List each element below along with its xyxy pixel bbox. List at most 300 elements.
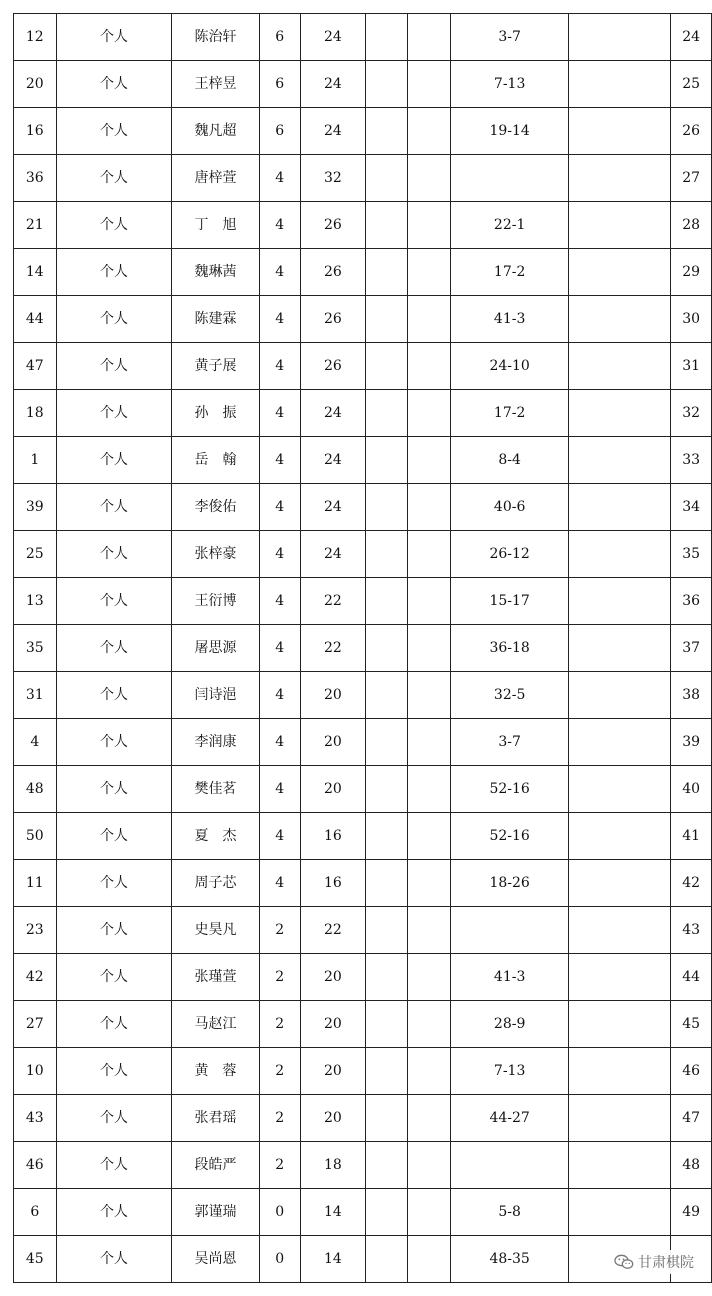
cell-points: 4 bbox=[259, 484, 300, 531]
cell-points: 0 bbox=[259, 1189, 300, 1236]
cell-points: 2 bbox=[259, 1095, 300, 1142]
cell-blank-7 bbox=[408, 578, 451, 625]
cell-blank-7 bbox=[408, 907, 451, 954]
watermark bbox=[612, 1250, 698, 1274]
cell-blank-7 bbox=[408, 860, 451, 907]
cell-pair: 17-2 bbox=[450, 249, 568, 296]
cell-type: 个人 bbox=[56, 907, 172, 954]
cell-points: 6 bbox=[259, 14, 300, 61]
cell-score: 22 bbox=[300, 625, 365, 672]
cell-rank: 36 bbox=[671, 578, 712, 625]
cell-rank: 38 bbox=[671, 672, 712, 719]
cell-name: 段皓严 bbox=[172, 1142, 259, 1189]
cell-name: 唐梓萱 bbox=[172, 155, 259, 202]
cell-name: 魏凡超 bbox=[172, 108, 259, 155]
cell-blank-7 bbox=[408, 954, 451, 1001]
wechat-official-account-icon bbox=[614, 1254, 634, 1270]
cell-blank-6 bbox=[365, 625, 408, 672]
cell-blank-6 bbox=[365, 1189, 408, 1236]
cell-number: 16 bbox=[14, 108, 57, 155]
cell-blank-7 bbox=[408, 1001, 451, 1048]
table-row bbox=[14, 155, 712, 202]
cell-name: 张君瑶 bbox=[172, 1095, 259, 1142]
cell-points: 4 bbox=[259, 390, 300, 437]
cell-number: 39 bbox=[14, 484, 57, 531]
cell-blank-6 bbox=[365, 954, 408, 1001]
table-row bbox=[14, 390, 712, 437]
cell-name: 李俊佑 bbox=[172, 484, 259, 531]
cell-type: 个人 bbox=[56, 766, 172, 813]
cell-score: 32 bbox=[300, 155, 365, 202]
table-row bbox=[14, 484, 712, 531]
cell-type: 个人 bbox=[56, 484, 172, 531]
cell-score: 14 bbox=[300, 1189, 365, 1236]
cell-pair: 15-17 bbox=[450, 578, 568, 625]
cell-blank-9 bbox=[569, 907, 671, 954]
table-row bbox=[14, 860, 712, 907]
cell-score: 24 bbox=[300, 14, 365, 61]
cell-type: 个人 bbox=[56, 578, 172, 625]
cell-blank-7 bbox=[408, 766, 451, 813]
cell-blank-7 bbox=[408, 343, 451, 390]
cell-blank-9 bbox=[569, 484, 671, 531]
cell-points: 4 bbox=[259, 578, 300, 625]
table-row bbox=[14, 672, 712, 719]
table-row bbox=[14, 1236, 712, 1283]
cell-type: 个人 bbox=[56, 155, 172, 202]
cell-number: 20 bbox=[14, 61, 57, 108]
cell-rank: 48 bbox=[671, 1142, 712, 1189]
cell-type: 个人 bbox=[56, 1001, 172, 1048]
cell-type: 个人 bbox=[56, 625, 172, 672]
table-row bbox=[14, 108, 712, 155]
table-row bbox=[14, 14, 712, 61]
cell-name: 屠思源 bbox=[172, 625, 259, 672]
cell-pair: 40-6 bbox=[450, 484, 568, 531]
cell-number: 11 bbox=[14, 860, 57, 907]
table-row bbox=[14, 1142, 712, 1189]
table-body bbox=[14, 14, 712, 1283]
cell-number: 44 bbox=[14, 296, 57, 343]
cell-number: 12 bbox=[14, 14, 57, 61]
cell-rank: 24 bbox=[671, 14, 712, 61]
cell-blank-7 bbox=[408, 1095, 451, 1142]
cell-points: 2 bbox=[259, 1142, 300, 1189]
cell-blank-9 bbox=[569, 719, 671, 766]
cell-points: 2 bbox=[259, 1001, 300, 1048]
cell-type: 个人 bbox=[56, 954, 172, 1001]
cell-blank-6 bbox=[365, 1142, 408, 1189]
cell-type: 个人 bbox=[56, 531, 172, 578]
cell-blank-9 bbox=[569, 155, 671, 202]
cell-blank-7 bbox=[408, 1048, 451, 1095]
cell-blank-6 bbox=[365, 907, 408, 954]
cell-score: 26 bbox=[300, 249, 365, 296]
cell-blank-9 bbox=[569, 1142, 671, 1189]
cell-blank-9 bbox=[569, 954, 671, 1001]
cell-name: 闫诗浥 bbox=[172, 672, 259, 719]
cell-rank: 33 bbox=[671, 437, 712, 484]
cell-type: 个人 bbox=[56, 1236, 172, 1283]
cell-blank-7 bbox=[408, 813, 451, 860]
cell-score: 16 bbox=[300, 860, 365, 907]
cell-score: 20 bbox=[300, 1095, 365, 1142]
cell-pair: 7-13 bbox=[450, 61, 568, 108]
cell-rank: 34 bbox=[671, 484, 712, 531]
cell-points: 4 bbox=[259, 531, 300, 578]
cell-number: 35 bbox=[14, 625, 57, 672]
cell-blank-6 bbox=[365, 202, 408, 249]
cell-type: 个人 bbox=[56, 343, 172, 390]
cell-name: 郭谨瑞 bbox=[172, 1189, 259, 1236]
cell-rank: 49 bbox=[671, 1189, 712, 1236]
cell-blank-9 bbox=[569, 1001, 671, 1048]
table-row bbox=[14, 954, 712, 1001]
cell-pair: 32-5 bbox=[450, 672, 568, 719]
cell-rank: 46 bbox=[671, 1048, 712, 1095]
cell-number: 14 bbox=[14, 249, 57, 296]
cell-points: 4 bbox=[259, 672, 300, 719]
table-row bbox=[14, 719, 712, 766]
cell-points: 4 bbox=[259, 813, 300, 860]
cell-name: 陈治轩 bbox=[172, 14, 259, 61]
cell-name: 马赵江 bbox=[172, 1001, 259, 1048]
cell-pair: 36-18 bbox=[450, 625, 568, 672]
cell-blank-7 bbox=[408, 249, 451, 296]
cell-blank-6 bbox=[365, 672, 408, 719]
cell-type: 个人 bbox=[56, 672, 172, 719]
cell-pair: 19-14 bbox=[450, 108, 568, 155]
cell-rank: 39 bbox=[671, 719, 712, 766]
cell-pair: 5-8 bbox=[450, 1189, 568, 1236]
cell-points: 4 bbox=[259, 202, 300, 249]
cell-blank-9 bbox=[569, 766, 671, 813]
cell-points: 6 bbox=[259, 61, 300, 108]
cell-blank-6 bbox=[365, 14, 408, 61]
cell-score: 26 bbox=[300, 202, 365, 249]
cell-rank: 47 bbox=[671, 1095, 712, 1142]
table-row bbox=[14, 437, 712, 484]
cell-blank-9 bbox=[569, 390, 671, 437]
cell-number: 47 bbox=[14, 343, 57, 390]
cell-points: 6 bbox=[259, 108, 300, 155]
table-row bbox=[14, 1189, 712, 1236]
cell-rank: 29 bbox=[671, 249, 712, 296]
cell-name: 吴尚恩 bbox=[172, 1236, 259, 1283]
cell-pair: 28-9 bbox=[450, 1001, 568, 1048]
cell-number: 50 bbox=[14, 813, 57, 860]
table-row bbox=[14, 1001, 712, 1048]
table-row bbox=[14, 1048, 712, 1095]
cell-type: 个人 bbox=[56, 296, 172, 343]
cell-blank-6 bbox=[365, 155, 408, 202]
cell-score: 20 bbox=[300, 766, 365, 813]
cell-blank-9 bbox=[569, 860, 671, 907]
cell-type: 个人 bbox=[56, 1189, 172, 1236]
cell-blank-6 bbox=[365, 1001, 408, 1048]
cell-number: 36 bbox=[14, 155, 57, 202]
cell-pair: 44-27 bbox=[450, 1095, 568, 1142]
cell-points: 2 bbox=[259, 954, 300, 1001]
cell-pair: 52-16 bbox=[450, 766, 568, 813]
table-row bbox=[14, 578, 712, 625]
cell-type: 个人 bbox=[56, 14, 172, 61]
cell-pair: 7-13 bbox=[450, 1048, 568, 1095]
cell-score: 20 bbox=[300, 1001, 365, 1048]
cell-rank: 26 bbox=[671, 108, 712, 155]
cell-score: 16 bbox=[300, 813, 365, 860]
cell-blank-7 bbox=[408, 61, 451, 108]
cell-points: 2 bbox=[259, 907, 300, 954]
cell-blank-6 bbox=[365, 1236, 408, 1283]
cell-type: 个人 bbox=[56, 249, 172, 296]
cell-rank: 31 bbox=[671, 343, 712, 390]
cell-name: 王梓昱 bbox=[172, 61, 259, 108]
cell-blank-6 bbox=[365, 719, 408, 766]
table-row bbox=[14, 296, 712, 343]
cell-pair: 52-16 bbox=[450, 813, 568, 860]
cell-type: 个人 bbox=[56, 202, 172, 249]
cell-pair: 48-35 bbox=[450, 1236, 568, 1283]
cell-pair: 3-7 bbox=[450, 719, 568, 766]
cell-score: 24 bbox=[300, 61, 365, 108]
cell-name: 史昊凡 bbox=[172, 907, 259, 954]
cell-blank-7 bbox=[408, 108, 451, 155]
cell-blank-9 bbox=[569, 108, 671, 155]
cell-blank-9 bbox=[569, 813, 671, 860]
cell-name: 夏 杰 bbox=[172, 813, 259, 860]
cell-number: 31 bbox=[14, 672, 57, 719]
cell-number: 6 bbox=[14, 1189, 57, 1236]
cell-blank-6 bbox=[365, 1095, 408, 1142]
cell-blank-9 bbox=[569, 249, 671, 296]
cell-number: 1 bbox=[14, 437, 57, 484]
cell-rank: 27 bbox=[671, 155, 712, 202]
cell-number: 25 bbox=[14, 531, 57, 578]
cell-number: 18 bbox=[14, 390, 57, 437]
cell-rank: 40 bbox=[671, 766, 712, 813]
cell-number: 27 bbox=[14, 1001, 57, 1048]
cell-pair bbox=[450, 155, 568, 202]
cell-name: 陈建霖 bbox=[172, 296, 259, 343]
cell-points: 4 bbox=[259, 343, 300, 390]
cell-blank-6 bbox=[365, 390, 408, 437]
cell-blank-9 bbox=[569, 61, 671, 108]
cell-blank-6 bbox=[365, 484, 408, 531]
cell-points: 4 bbox=[259, 296, 300, 343]
cell-score: 18 bbox=[300, 1142, 365, 1189]
cell-blank-9 bbox=[569, 531, 671, 578]
table-row bbox=[14, 531, 712, 578]
cell-rank: 32 bbox=[671, 390, 712, 437]
cell-name: 张瑾萱 bbox=[172, 954, 259, 1001]
cell-number: 45 bbox=[14, 1236, 57, 1283]
cell-blank-7 bbox=[408, 437, 451, 484]
cell-rank: 45 bbox=[671, 1001, 712, 1048]
cell-blank-7 bbox=[408, 484, 451, 531]
cell-number: 10 bbox=[14, 1048, 57, 1095]
cell-score: 24 bbox=[300, 437, 365, 484]
cell-pair: 41-3 bbox=[450, 296, 568, 343]
cell-type: 个人 bbox=[56, 1142, 172, 1189]
cell-blank-9 bbox=[569, 14, 671, 61]
cell-score: 20 bbox=[300, 672, 365, 719]
cell-blank-7 bbox=[408, 390, 451, 437]
cell-number: 46 bbox=[14, 1142, 57, 1189]
cell-blank-6 bbox=[365, 766, 408, 813]
cell-rank: 41 bbox=[671, 813, 712, 860]
cell-blank-7 bbox=[408, 1142, 451, 1189]
cell-rank: 35 bbox=[671, 531, 712, 578]
results-table bbox=[13, 13, 712, 1283]
cell-blank-7 bbox=[408, 296, 451, 343]
cell-score: 22 bbox=[300, 578, 365, 625]
cell-pair bbox=[450, 907, 568, 954]
cell-type: 个人 bbox=[56, 1095, 172, 1142]
cell-points: 4 bbox=[259, 437, 300, 484]
cell-name: 黄 蓉 bbox=[172, 1048, 259, 1095]
cell-score: 20 bbox=[300, 954, 365, 1001]
cell-score: 24 bbox=[300, 108, 365, 155]
cell-type: 个人 bbox=[56, 719, 172, 766]
cell-blank-9 bbox=[569, 343, 671, 390]
cell-number: 48 bbox=[14, 766, 57, 813]
cell-blank-9 bbox=[569, 296, 671, 343]
cell-blank-7 bbox=[408, 719, 451, 766]
cell-name: 孙 振 bbox=[172, 390, 259, 437]
cell-points: 4 bbox=[259, 860, 300, 907]
cell-score: 14 bbox=[300, 1236, 365, 1283]
table-row bbox=[14, 907, 712, 954]
cell-blank-6 bbox=[365, 108, 408, 155]
cell-blank-7 bbox=[408, 625, 451, 672]
cell-blank-6 bbox=[365, 343, 408, 390]
table-row bbox=[14, 1095, 712, 1142]
cell-type: 个人 bbox=[56, 108, 172, 155]
cell-pair: 22-1 bbox=[450, 202, 568, 249]
table-row bbox=[14, 202, 712, 249]
table-row bbox=[14, 61, 712, 108]
cell-number: 42 bbox=[14, 954, 57, 1001]
cell-blank-9 bbox=[569, 625, 671, 672]
cell-name: 魏琳茜 bbox=[172, 249, 259, 296]
cell-blank-7 bbox=[408, 672, 451, 719]
cell-blank-6 bbox=[365, 531, 408, 578]
cell-pair: 18-26 bbox=[450, 860, 568, 907]
cell-type: 个人 bbox=[56, 390, 172, 437]
cell-number: 23 bbox=[14, 907, 57, 954]
cell-blank-9 bbox=[569, 1189, 671, 1236]
cell-rank: 28 bbox=[671, 202, 712, 249]
cell-name: 李润康 bbox=[172, 719, 259, 766]
cell-rank: 25 bbox=[671, 61, 712, 108]
cell-blank-7 bbox=[408, 1236, 451, 1283]
table-row bbox=[14, 766, 712, 813]
cell-blank-7 bbox=[408, 1189, 451, 1236]
cell-points: 4 bbox=[259, 625, 300, 672]
cell-name: 岳 翰 bbox=[172, 437, 259, 484]
cell-blank-6 bbox=[365, 860, 408, 907]
table-row bbox=[14, 249, 712, 296]
cell-pair: 24-10 bbox=[450, 343, 568, 390]
cell-points: 4 bbox=[259, 249, 300, 296]
cell-name: 王衍博 bbox=[172, 578, 259, 625]
cell-blank-9 bbox=[569, 1048, 671, 1095]
cell-blank-6 bbox=[365, 249, 408, 296]
cell-type: 个人 bbox=[56, 437, 172, 484]
cell-score: 26 bbox=[300, 296, 365, 343]
cell-number: 43 bbox=[14, 1095, 57, 1142]
cell-blank-6 bbox=[365, 813, 408, 860]
cell-score: 26 bbox=[300, 343, 365, 390]
cell-points: 4 bbox=[259, 719, 300, 766]
cell-pair: 41-3 bbox=[450, 954, 568, 1001]
cell-name: 黄子展 bbox=[172, 343, 259, 390]
cell-type: 个人 bbox=[56, 1048, 172, 1095]
cell-score: 20 bbox=[300, 719, 365, 766]
cell-score: 22 bbox=[300, 907, 365, 954]
cell-points: 0 bbox=[259, 1236, 300, 1283]
cell-points: 4 bbox=[259, 766, 300, 813]
cell-rank: 42 bbox=[671, 860, 712, 907]
cell-number: 4 bbox=[14, 719, 57, 766]
cell-name: 丁 旭 bbox=[172, 202, 259, 249]
cell-blank-7 bbox=[408, 202, 451, 249]
cell-name: 周子芯 bbox=[172, 860, 259, 907]
cell-type: 个人 bbox=[56, 813, 172, 860]
cell-blank-6 bbox=[365, 61, 408, 108]
cell-pair: 3-7 bbox=[450, 14, 568, 61]
cell-blank-6 bbox=[365, 437, 408, 484]
table-row bbox=[14, 625, 712, 672]
cell-blank-9 bbox=[569, 437, 671, 484]
cell-blank-9 bbox=[569, 672, 671, 719]
cell-blank-6 bbox=[365, 578, 408, 625]
cell-name: 樊佳茗 bbox=[172, 766, 259, 813]
table-row bbox=[14, 343, 712, 390]
cell-rank: 44 bbox=[671, 954, 712, 1001]
cell-blank-6 bbox=[365, 296, 408, 343]
cell-type: 个人 bbox=[56, 61, 172, 108]
cell-rank: 43 bbox=[671, 907, 712, 954]
cell-rank: 37 bbox=[671, 625, 712, 672]
cell-blank-9 bbox=[569, 1095, 671, 1142]
table-row bbox=[14, 813, 712, 860]
cell-pair bbox=[450, 1142, 568, 1189]
cell-pair: 8-4 bbox=[450, 437, 568, 484]
cell-points: 2 bbox=[259, 1048, 300, 1095]
cell-blank-9 bbox=[569, 202, 671, 249]
cell-blank-9 bbox=[569, 578, 671, 625]
cell-blank-6 bbox=[365, 1048, 408, 1095]
cell-rank: 30 bbox=[671, 296, 712, 343]
cell-number: 21 bbox=[14, 202, 57, 249]
cell-score: 20 bbox=[300, 1048, 365, 1095]
cell-name: 张梓豪 bbox=[172, 531, 259, 578]
cell-score: 24 bbox=[300, 531, 365, 578]
cell-points: 4 bbox=[259, 155, 300, 202]
cell-blank-7 bbox=[408, 14, 451, 61]
cell-blank-7 bbox=[408, 155, 451, 202]
cell-score: 24 bbox=[300, 390, 365, 437]
cell-pair: 17-2 bbox=[450, 390, 568, 437]
cell-pair: 26-12 bbox=[450, 531, 568, 578]
cell-blank-7 bbox=[408, 531, 451, 578]
cell-type: 个人 bbox=[56, 860, 172, 907]
watermark-text: 甘肃棋院 bbox=[638, 1255, 694, 1271]
cell-score: 24 bbox=[300, 484, 365, 531]
cell-number: 13 bbox=[14, 578, 57, 625]
